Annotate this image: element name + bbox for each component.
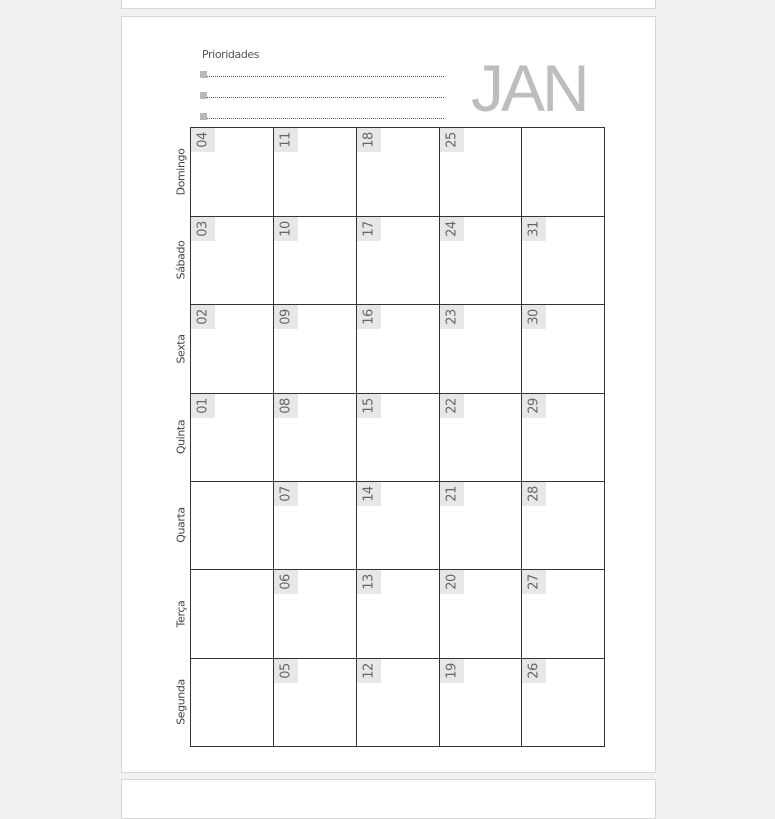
day-number: 11 <box>278 132 294 148</box>
day-cell[interactable] <box>356 481 440 570</box>
day-cell[interactable] <box>273 127 357 217</box>
day-number: 16 <box>361 309 377 325</box>
day-number-box <box>440 570 464 594</box>
day-number: 30 <box>526 309 542 325</box>
day-number: 06 <box>278 574 294 590</box>
day-cell[interactable] <box>273 304 357 394</box>
day-number-box <box>357 570 381 594</box>
priority-line-1[interactable] <box>200 71 444 79</box>
day-cell[interactable] <box>439 393 522 482</box>
day-cell[interactable] <box>190 569 274 659</box>
day-number: 21 <box>444 486 460 502</box>
day-cell[interactable] <box>521 393 605 482</box>
day-number-box <box>522 394 546 418</box>
bullet-square-icon <box>200 71 207 78</box>
day-number-box <box>357 128 381 152</box>
day-cell[interactable] <box>521 127 605 217</box>
day-number-box <box>274 394 298 418</box>
priorities-title: Prioridades <box>202 48 260 61</box>
dotted-rule <box>207 76 444 77</box>
weekday-text: Sábado <box>174 240 188 280</box>
day-number: 09 <box>278 309 294 325</box>
dotted-rule <box>207 97 444 98</box>
day-cell[interactable] <box>521 569 605 659</box>
day-number-box <box>440 217 464 241</box>
day-number: 08 <box>278 398 294 414</box>
day-number: 27 <box>526 574 542 590</box>
day-cell[interactable] <box>273 481 357 570</box>
day-number-box <box>522 482 546 506</box>
day-cell[interactable] <box>190 216 274 305</box>
day-number-box <box>522 217 546 241</box>
day-number-box <box>522 305 546 329</box>
day-number: 02 <box>195 309 211 325</box>
day-number-box <box>274 305 298 329</box>
day-number: 01 <box>195 398 211 414</box>
weekday-text: Domingo <box>174 148 188 195</box>
day-number: 03 <box>195 221 211 237</box>
day-cell[interactable] <box>439 569 522 659</box>
day-number: 04 <box>195 132 211 148</box>
day-number: 18 <box>361 132 377 148</box>
day-cell[interactable] <box>190 658 274 747</box>
day-number: 17 <box>361 221 377 237</box>
day-number: 05 <box>278 663 294 679</box>
day-number-box <box>274 659 298 683</box>
day-number: 25 <box>444 132 460 148</box>
day-number: 15 <box>361 398 377 414</box>
weekday-text: Terça <box>174 600 188 627</box>
day-number-box <box>274 482 298 506</box>
day-cell[interactable] <box>190 481 274 570</box>
weekday-text: Sexta <box>174 333 188 364</box>
day-number: 23 <box>444 309 460 325</box>
calendar-grid <box>190 127 605 747</box>
day-number-box <box>191 394 215 418</box>
day-cell[interactable] <box>439 127 522 217</box>
day-cell[interactable] <box>356 658 440 747</box>
day-number: 20 <box>444 574 460 590</box>
day-number: 31 <box>526 221 542 237</box>
day-cell[interactable] <box>356 127 440 217</box>
day-number-box <box>274 128 298 152</box>
day-number: 28 <box>526 486 542 502</box>
day-cell[interactable] <box>521 304 605 394</box>
day-cell[interactable] <box>190 304 274 394</box>
day-number: 12 <box>361 663 377 679</box>
calendar-page <box>121 16 656 773</box>
priority-line-2[interactable] <box>200 92 444 100</box>
priority-line-3[interactable] <box>200 113 444 121</box>
dotted-rule <box>207 118 444 119</box>
day-number: 10 <box>278 221 294 237</box>
day-number-box <box>191 305 215 329</box>
day-cell[interactable] <box>273 393 357 482</box>
day-number: 29 <box>526 398 542 414</box>
day-cell[interactable] <box>439 304 522 394</box>
day-cell[interactable] <box>521 658 605 747</box>
day-number-box <box>357 305 381 329</box>
day-cell[interactable] <box>439 216 522 305</box>
weekday-text: Quinta <box>174 419 188 455</box>
day-cell[interactable] <box>190 127 274 217</box>
previous-page <box>121 0 656 9</box>
day-number: 26 <box>526 663 542 679</box>
bullet-square-icon <box>200 113 207 120</box>
day-cell[interactable] <box>439 481 522 570</box>
bullet-square-icon <box>200 92 207 99</box>
day-cell[interactable] <box>190 393 274 482</box>
day-number-box <box>274 217 298 241</box>
day-cell[interactable] <box>356 304 440 394</box>
day-cell[interactable] <box>521 481 605 570</box>
day-number-box <box>357 394 381 418</box>
day-cell[interactable] <box>439 658 522 747</box>
day-number-box <box>357 217 381 241</box>
day-cell[interactable] <box>273 658 357 747</box>
day-number-box <box>357 482 381 506</box>
day-number-box <box>357 659 381 683</box>
day-number-box <box>440 659 464 683</box>
day-number-box <box>440 394 464 418</box>
day-number: 07 <box>278 486 294 502</box>
day-number-box <box>274 570 298 594</box>
day-cell[interactable] <box>356 393 440 482</box>
weekday-text: Segunda <box>174 679 188 725</box>
day-number-box <box>522 659 546 683</box>
day-number: 22 <box>444 398 460 414</box>
day-number: 24 <box>444 221 460 237</box>
day-number: 19 <box>444 663 460 679</box>
weekday-text: Quarta <box>174 507 188 543</box>
month-title: JAN <box>471 51 587 125</box>
day-number-box <box>440 482 464 506</box>
day-number-box <box>440 305 464 329</box>
next-page <box>121 779 656 819</box>
day-cell[interactable] <box>356 216 440 305</box>
day-cell[interactable] <box>521 216 605 305</box>
day-cell[interactable] <box>273 569 357 659</box>
day-number-box <box>191 128 215 152</box>
day-number-box <box>191 217 215 241</box>
day-number-box <box>522 570 546 594</box>
day-cell[interactable] <box>356 569 440 659</box>
day-number: 13 <box>361 574 377 590</box>
day-number: 14 <box>361 486 377 502</box>
day-number-box <box>440 128 464 152</box>
day-cell[interactable] <box>273 216 357 305</box>
